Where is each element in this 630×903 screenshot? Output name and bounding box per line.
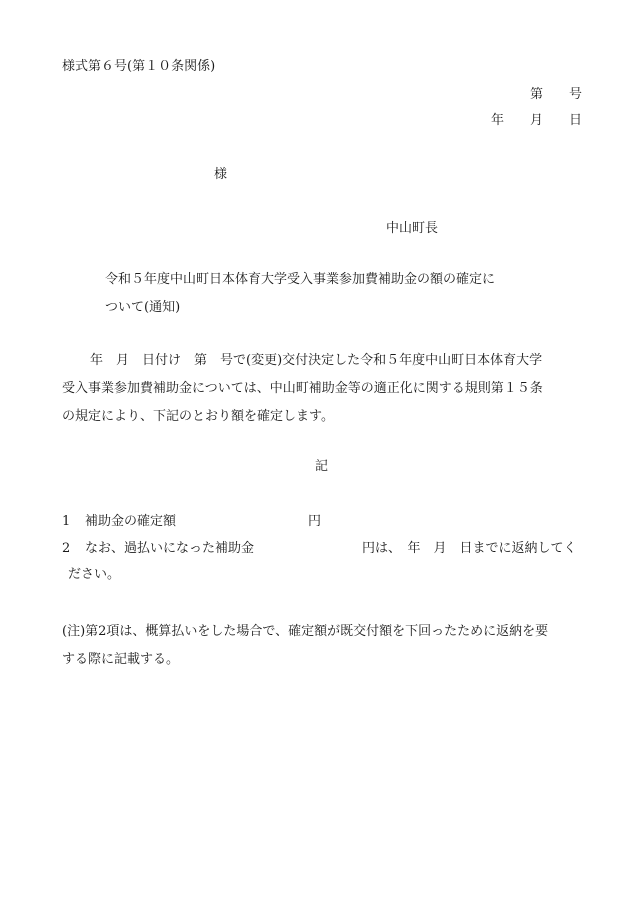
note-line-2: する際に記載する。 — [62, 652, 180, 667]
item-2-number: 2 — [62, 541, 71, 556]
recipient-honorific: 様 — [214, 167, 228, 182]
issue-date: 年 月 日 — [490, 113, 582, 128]
ki-heading: 記 — [315, 459, 329, 474]
body-line-1: 年 月 日付け 第 号で(変更)交付決定した令和５年度中山町日本体育大学 — [90, 353, 543, 368]
item-2-text-b: 円は、 年 月 日までに返納してく — [362, 541, 577, 556]
item-1-unit: 円 — [308, 514, 322, 529]
item-1-label: 補助金の確定額 — [85, 514, 177, 529]
body-line-2: 受入事業参加費補助金については、中山町補助金等の適正化に関する規則第１５条 — [62, 381, 543, 396]
subject-line-2: ついて(通知) — [105, 300, 181, 315]
item-2-text-c: ださい。 — [68, 567, 121, 582]
body-line-3: の規定により、下記のとおり額を確定します。 — [62, 409, 334, 424]
item-2-text-a: なお、過払いになった補助金 — [85, 541, 255, 556]
document-number: 第 号 — [529, 87, 582, 102]
sender-title: 中山町長 — [386, 221, 439, 236]
subject-line-1: 令和５年度中山町日本体育大学受入事業参加費補助金の額の確定に — [105, 272, 496, 287]
body-paragraph — [62, 347, 584, 431]
note-line-1: (注)第2項は、概算払いをした場合で、確定額が既交付額を下回ったために返納を要 — [62, 624, 549, 639]
note-paragraph — [62, 618, 584, 674]
form-label: 様式第６号(第１０条関係) — [62, 59, 216, 74]
item-1-number: 1 — [62, 514, 71, 529]
